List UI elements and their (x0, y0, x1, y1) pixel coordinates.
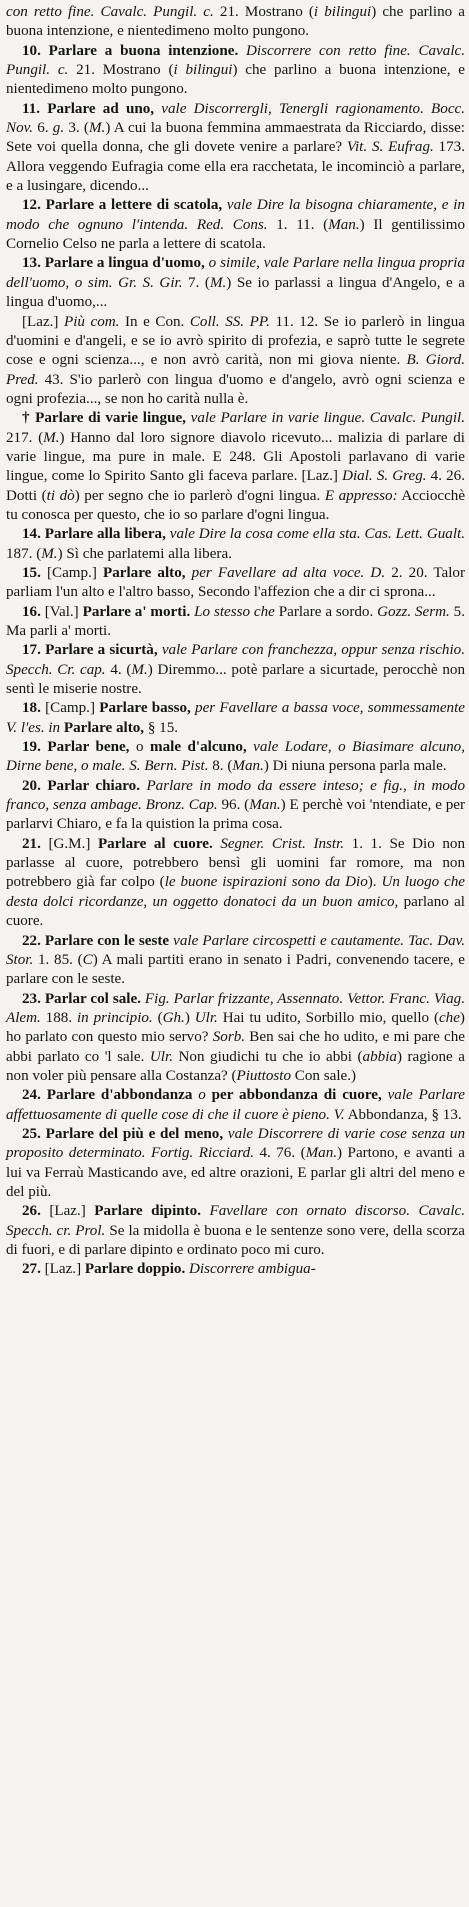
headword: Parlare basso, (99, 700, 191, 717)
italic-text: Fig. Parlar frizzante, Assennato. Vettor. Franc. Viag. Alem. (6, 990, 465, 1026)
italic-text: ti dò (46, 487, 75, 504)
italic-text: Ulr. (149, 1048, 173, 1065)
body-text: 187. ( (6, 545, 42, 562)
italic-text: Segner. Crist. Instr. (212, 835, 345, 852)
italic-text: M. (41, 545, 58, 562)
italic-text: M. (209, 274, 227, 291)
body-text: ) Partono, e avanti a lui va Ferraù Masticando ave, ed altre orazioni, E parlar gli altri del meno e del più. (6, 1145, 465, 1200)
body-text: Acciocchè tu conosca per questo, che io so parlare d'ogni lingua. (6, 487, 466, 523)
headword: 22. Parlare con le seste (22, 932, 170, 949)
body-text: [Val.] (40, 603, 83, 620)
italic-text: Lo stesso che (190, 603, 275, 620)
dictionary-entry-p14 (6, 525, 465, 564)
dictionary-entry-p15 (6, 564, 465, 603)
body-text: ) E perchè voi 'ntendiate, e per parlarvi Chiaro, e fa la quistion la prima cosa. (6, 797, 465, 833)
headword: Parlare doppio. (84, 1261, 186, 1278)
dictionary-entry-p11 (6, 100, 465, 197)
body-text: 2. 20. Talor parliam l'un alto e l'altro basso, Secondo l'affezion che a dir ci sprona... (6, 564, 465, 601)
headword: 21. (22, 835, 41, 852)
italic-text: per Favellare a bassa voce, sommessamente V. l'es. in (6, 700, 465, 736)
italic-text: vale Parlare con franchezza, oppur senza rischio. Specch. Cr. cap. (6, 642, 465, 678)
dictionary-entry-p26 (6, 1202, 465, 1260)
italic-text: abbia (362, 1048, 397, 1065)
body-text: o (129, 739, 151, 756)
headword: Parlare a' morti. (82, 603, 191, 620)
headword: † Parlare di varie lingue, (22, 410, 186, 427)
dictionary-entry-p27 (6, 1260, 465, 1279)
italic-text: E appresso: (324, 487, 398, 504)
italic-text: M. (43, 429, 60, 446)
body-text: ( (152, 1009, 163, 1026)
body-text: 4. 26. Dotti ( (6, 468, 465, 504)
body-text: Non giudichi tu che io abbi ( (172, 1048, 363, 1065)
body-text: 188. (40, 1009, 77, 1026)
italic-text: o simile, vale Parlare nella lingua propria dell'uomo, o sim. Gr. S. Gir. (6, 255, 465, 291)
body-text: [Laz.] (22, 313, 64, 330)
italic-text: Favellare con ornato discorso. Cavalc. Specch. cr. Prol. (6, 1203, 466, 1239)
italic-text: g. (52, 120, 65, 137)
body-text: 1. 11. ( (267, 216, 329, 233)
body-text: ) Di niuna persona parla male. (263, 758, 447, 775)
headword: 25. Parlare del più e del meno, (22, 1125, 224, 1142)
body-text: ) Il gentilissimo Cornelio Celso ne parla a lettere di scatola. (6, 216, 465, 253)
body-text: Con sale.) (291, 1067, 357, 1084)
italic-text: vale Lodare, o Biasimare alcuno, Dirne bene, o male. S. Bern. Pist. (6, 739, 466, 775)
body-text: 4. 76. ( (253, 1145, 306, 1162)
headword: 20. Parlar chiaro. (22, 777, 140, 794)
italic-text: in principio. (76, 1009, 153, 1026)
dictionary-entry-p22 (6, 932, 465, 990)
headword: 13. Parlare a lingua d'uomo, (22, 255, 205, 272)
headword: 24. Parlare d'abbondanza (22, 1087, 193, 1104)
italic-text: Più com. (64, 313, 120, 330)
italic-text: per Favellare ad alta voce. D. (185, 564, 386, 581)
body-text: ) che parlino a buona intenzione, e nientedimeno molto pungono. (6, 4, 465, 40)
headword: Parlare dipinto. (94, 1203, 202, 1220)
body-text: 21. Mostrano ( (213, 4, 314, 20)
italic-text: vale Dire la bisogna chiaramente, e in modo che ognuno l'intenda. Red. Cons. (6, 197, 465, 233)
italic-text: B. Giord. Pred. (6, 352, 465, 388)
dictionary-entry-p20 (6, 777, 465, 835)
italic-text: Vit. S. Eufrag. (346, 139, 434, 156)
dictionary-entry-p13 (6, 254, 465, 312)
italic-text: Piuttosto (236, 1067, 292, 1084)
dictionary-entry-p24 (6, 1086, 465, 1125)
headword: 19. Parlar bene, (22, 739, 130, 756)
italic-text: Parlare in modo da essere inteso; e fig., in modo franco, senza ambage. Bronz. Cap. (6, 777, 465, 814)
italic-text: M. (88, 120, 106, 137)
dictionary-entry-p19 (6, 738, 465, 777)
italic-text: Sorb. (212, 1029, 246, 1046)
body-text: ). (367, 874, 382, 891)
dictionary-entry-p17 (6, 641, 465, 699)
body-text: [G.M.] (40, 835, 98, 852)
italic-text: Discorrere con retto fine. Cavalc. Pungil. c. (6, 42, 466, 79)
dictionary-entry-p12 (6, 196, 465, 254)
italic-text: i bilingui (173, 62, 233, 79)
dictionary-entry-p10 (6, 42, 465, 100)
body-text: [Camp.] (40, 700, 100, 717)
italic-text: Man. (328, 216, 360, 233)
body-text: ) A cui la buona femmina ammaestrata da Ricciardo, disse: Sete voi quella donna, che gli dovete venire a parlare? (6, 120, 465, 156)
headword: 18. (22, 700, 41, 717)
body-text: Se la midolla è buona e le sentenze sono vere, della scorza di fuori, e di parlare dipinto e ordinato poco mi curo. (6, 1222, 466, 1258)
body-text: ) Diremmo... potè parlare a sicurtade, perocchè non sentì le miserie nostre. (6, 661, 465, 698)
italic-text: Gh. (162, 1009, 185, 1026)
italic-text: Gozz. Serm. (377, 603, 450, 620)
body-text: Hai tu udito, Sorbillo mio, quello ( (217, 1009, 439, 1026)
italic-text: i bilingui (313, 4, 372, 20)
italic-text: Man. (249, 797, 281, 814)
italic-text: con retto fine. Cavalc. Pungil. c. (6, 4, 214, 20)
headword: 17. Parlare a sicurtà, (22, 642, 158, 659)
body-text: ) che parlino a buona intenzione, e nientedimeno molto pungono. (6, 62, 465, 98)
italic-text: che (438, 1009, 460, 1026)
body-text: ) Sì che parlatemi alla libera. (57, 545, 232, 562)
body-text: 21. Mostrano ( (68, 62, 174, 79)
dictionary-entry-p21 (6, 835, 465, 932)
italic-text: Man. (305, 1145, 338, 1162)
body-text: ) per segno che io parlerò d'ogni lingua. (74, 487, 325, 504)
body-text: 8. ( (208, 758, 233, 775)
italic-text: vale Dire la cosa come ella sta. Cas. Lett. Gualt. (165, 526, 465, 543)
body-text: 5. Ma parli a' morti. (6, 603, 465, 639)
headword: 12. Parlare a lettere di scatola, (22, 197, 223, 214)
body-text: 43. S'io parlerò con lingua d'uomo e d'angelo, avrò ogni scienza e ogni profezia..., se non ho carità nulla è. (6, 371, 465, 407)
body-text: Parlare a sordo. (274, 603, 378, 620)
body-text: ) (184, 1009, 195, 1026)
body-text: 11. 12. Se io parlerò in lingua d'uomini e d'angeli, e se io avrò spirito di profezia, e saprò tutte le segrete cose e ogni scienza..., e non avrò carità, non mi giova niente. (6, 313, 465, 369)
body-text: ) ho parlato con questo mio servo? (6, 1009, 465, 1046)
headword: 15. (22, 564, 41, 581)
italic-text: Dial. S. Greg. (342, 468, 427, 485)
italic-text: vale Parlare in varie lingue. Cavalc. Pungil. (185, 410, 465, 427)
italic-text: vale Parlare affettuosamente di quelle cose di che il cuore è pieno. V. (6, 1087, 466, 1123)
body-text: § 15. (144, 719, 179, 736)
body-text: 4. ( (105, 661, 132, 678)
dictionary-entry-p23 (6, 990, 465, 1087)
italic-text: o (192, 1087, 212, 1104)
headword: male d'alcuno, (150, 739, 247, 756)
body-text: ) ragione a non voler più pensare alla Costanza? ( (6, 1048, 465, 1084)
body-text: ) Se io parlassi a lingua d'Angelo, e a lingua d'uomo,... (6, 274, 465, 311)
body-text: ) A mali partiti erano in senato i Padri, convenendo tacere, e parlare con le seste. (6, 951, 465, 988)
body-text: Ben sai che ho udito, e mi pare che abbi parlato co 'l sale. (6, 1029, 465, 1065)
dictionary-entry-p13b (6, 313, 465, 410)
body-text: parlano al cuore. (6, 893, 466, 930)
headword: 14. Parlare alla libera, (22, 526, 166, 543)
body-text: 7. ( (182, 274, 210, 291)
headword: Parlare alto, (102, 564, 186, 581)
italic-text: Coll. SS. PP. (189, 313, 270, 330)
headword: 16. (22, 603, 41, 620)
italic-text: C (82, 951, 93, 968)
body-text: 96. ( (217, 797, 250, 814)
headword: 26. (22, 1203, 41, 1220)
italic-text: vale Discorrere di varie cose senza un proposito determinato. Fortig. Ricciard. (6, 1125, 466, 1162)
body-text: [Laz.] (40, 1261, 85, 1278)
body-text: [Laz.] (40, 1203, 95, 1220)
body-text: 173. Allora veggendo Eufragia come ella era racchetata, le incominciò a parlare, e a lusingare, dicendo... (6, 139, 465, 195)
dictionary-entry-p25 (6, 1125, 465, 1202)
headword: per abbondanza di cuore, (211, 1087, 382, 1104)
dictionary-entry-p18 (6, 699, 465, 738)
italic-text: Ulr. (194, 1009, 218, 1026)
body-text: 1. 85. ( (33, 951, 83, 968)
italic-text: Discorrere ambigua- (185, 1261, 316, 1278)
italic-text: Man. (232, 758, 264, 775)
headword: Parlare alto, (60, 719, 145, 736)
body-text: Abbondanza, § 13. (344, 1106, 462, 1123)
body-text: 3. ( (64, 120, 89, 137)
headword: 23. Parlar col sale. (22, 990, 141, 1007)
headword: 11. Parlare ad uno, (22, 100, 155, 117)
headword: 27. (22, 1261, 41, 1278)
dictionary-entry-pdag (6, 409, 465, 525)
body-text: ) Hanno dal loro signore diavolo ricevuto... malizia di parlare di varie lingue, ma pure in male. E 248. Gli Apostoli parlavano di varie lingue, come lo Spirito Santo gli faceva parlare. [Laz.] (6, 429, 466, 485)
italic-text: M. (131, 661, 148, 678)
italic-text: Un luogo che desta dolci ricordanze, un oggetto donatoci da un buon amico, (6, 874, 466, 910)
body-text: In e Con. (119, 313, 190, 330)
dictionary-entry-p16 (6, 603, 465, 642)
headword: Parlare al cuore. (97, 835, 213, 852)
body-text: 6. (32, 120, 53, 137)
dictionary-entry-p0 (6, 3, 465, 42)
italic-text: vale Parlare circospetti e cautamente. Tac. Dav. Stor. (6, 932, 466, 968)
italic-text: le buone ispirazioni sono da Dio (164, 874, 368, 891)
italic-text: vale Discorrergli, Tenergli ragionamento. Bocc. Nov. (6, 100, 465, 137)
body-text: [Camp.] (40, 564, 103, 581)
body-text: 1. 1. Se Dio non parlasse al cuore, potrebbero bensì gli uomini far romore, ma non potrebbero già far colpo ( (6, 835, 465, 891)
body-text: 217. ( (6, 429, 44, 446)
headword: 10. Parlare a buona intenzione. (22, 42, 239, 59)
